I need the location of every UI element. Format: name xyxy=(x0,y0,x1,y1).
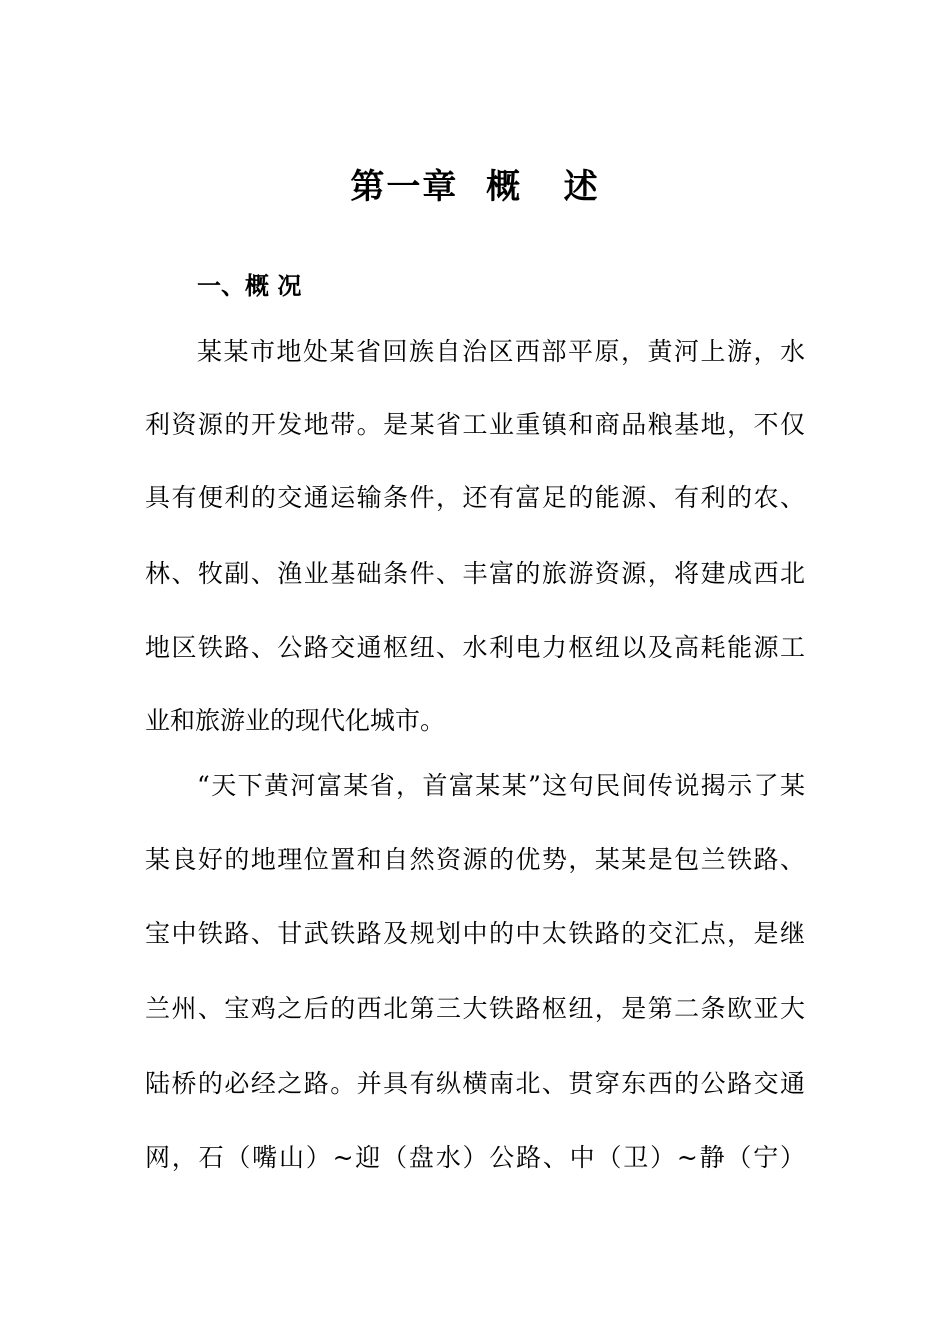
paragraph-2-line-6: 网，石（嘴山）~迎（盘水）公路、中（卫）~静（宁） xyxy=(145,1143,805,1172)
paragraph-1-line-3: 具有便利的交通运输条件，还有富足的能源、有利的农、 xyxy=(145,483,805,512)
paragraph-2-line-1: “天下黄河富某省，首富某某”这句民间传说揭示了某 xyxy=(197,771,805,800)
paragraph-1-line-2: 利资源的开发地带。是某省工业重镇和商品粮基地，不仅 xyxy=(145,410,805,439)
chapter-title: 第一章 概 述 xyxy=(350,167,600,207)
paragraph-2-line-2: 某良好的地理位置和自然资源的优势，某某是包兰铁路、 xyxy=(145,845,805,874)
paragraph-2-line-5: 陆桥的必经之路。并具有纵横南北、贯穿东西的公路交通 xyxy=(145,1069,805,1098)
section-heading: 一、概 况 xyxy=(197,271,302,300)
paragraph-1-line-4: 林、牧副、渔业基础条件、丰富的旅游资源，将建成西北 xyxy=(145,559,805,588)
paragraph-1-line-1: 某某市地处某省回族自治区西部平原，黄河上游，水 xyxy=(197,337,805,366)
paragraph-2-line-4: 兰州、宝鸡之后的西北第三大铁路枢纽，是第二条欧亚大 xyxy=(145,994,805,1023)
paragraph-1-line-5: 地区铁路、公路交通枢纽、水利电力枢纽以及高耗能源工 xyxy=(145,633,805,662)
paragraph-1-line-6: 业和旅游业的现代化城市。 xyxy=(145,706,446,735)
paragraph-2-line-3: 宝中铁路、甘武铁路及规划中的中太铁路的交汇点，是继 xyxy=(145,919,805,948)
